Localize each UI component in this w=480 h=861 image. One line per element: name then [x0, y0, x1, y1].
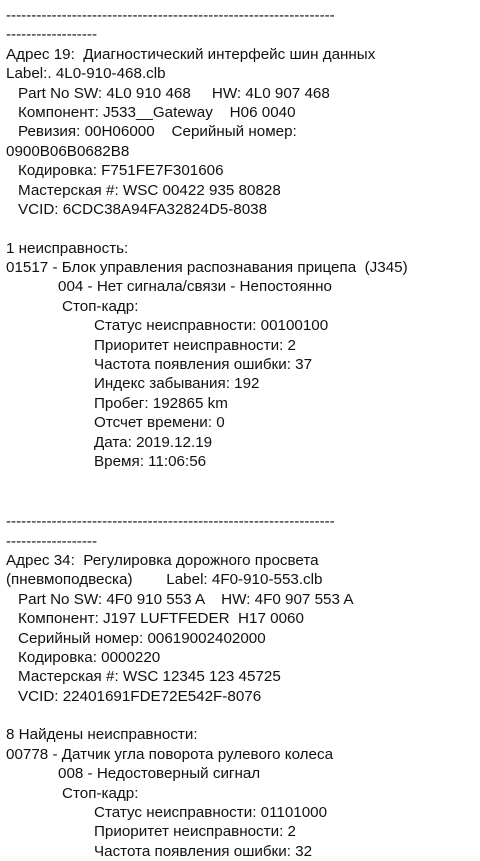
component-line: Компонент: J197 LUFTFEDER H17 0060	[18, 610, 304, 628]
address-line: Адрес 19: Диагностический интерфейс шин данных	[6, 45, 376, 63]
freeze-frame-item: Отсчет времени: 0	[94, 414, 225, 432]
spacer	[6, 706, 476, 725]
freeze-frame-item: Приоритет неисправности: 2	[94, 823, 296, 841]
label-line: Label:. 4L0-910-468.clb	[6, 65, 166, 83]
freeze-frame-item: Статус неисправности: 01101000	[94, 804, 328, 822]
workshop-line: Мастерская #: WSC 12345 123 45725	[18, 668, 281, 686]
vcid-line: VCID: 6CDC38A94FA32824D5-8038	[18, 200, 268, 218]
fault-code-line: 00778 - Датчик угла поворота рулевого колеса	[6, 745, 334, 763]
part-number-line: Part No SW: 4L0 910 468 HW: 4L0 907 468	[18, 84, 330, 102]
freeze-frame-item: Приоритет неисправности: 2	[94, 336, 296, 354]
separator-line: -----------------------------------------------------------------	[6, 513, 335, 531]
fault-detail-line: 004 - Нет сигнала/связи - Непостоянно	[58, 278, 332, 296]
address-line: Адрес 34: Регулировка дорожного просвета	[6, 551, 319, 569]
log-section-address-34	[6, 512, 476, 861]
freeze-frame-label: Стоп-кадр:	[62, 297, 139, 315]
serial-number-line: Серийный номер: 00619002402000	[18, 629, 266, 647]
coding-line: Кодировка: 0000220	[18, 648, 161, 666]
freeze-frame-item: Дата: 2019.12.19	[94, 433, 213, 451]
serial-number-line: 0900B06B0682B8	[6, 142, 130, 160]
faults-count-line: 8 Найдены неисправности:	[6, 726, 198, 744]
separator-line: ------------------	[6, 532, 98, 550]
workshop-line: Мастерская #: WSC 00422 935 80828	[18, 181, 281, 199]
freeze-frame-item: Пробег: 192865 km	[94, 394, 228, 412]
freeze-frame-item: Частота появления ошибки: 32	[94, 842, 313, 860]
component-line: Компонент: J533__Gateway H06 0040	[18, 103, 296, 121]
separator-line: -----------------------------------------------------------------	[6, 7, 335, 24]
revision-line: Ревизия: 00H06000 Серийный номер:	[18, 123, 297, 141]
label-line: (пневмоподвеска) Label: 4F0-910-553.clb	[6, 571, 323, 589]
separator-line: ------------------	[6, 26, 98, 44]
spacer	[6, 219, 476, 238]
log-section-address-19	[6, 6, 476, 471]
freeze-frame-item: Статус неисправности: 00100100	[94, 317, 329, 335]
freeze-frame-item: Частота появления ошибки: 37	[94, 356, 313, 374]
spacer	[6, 471, 476, 490]
faults-count-line: 1 неисправность:	[6, 239, 129, 257]
coding-line: Кодировка: F751FE7F301606	[18, 162, 224, 180]
vcid-line: VCID: 22401691FDE72E542F-8076	[18, 687, 262, 705]
diagnostic-log	[6, 0, 476, 861]
freeze-frame-item: Время: 11:06:56	[94, 452, 207, 470]
freeze-frame-item: Индекс забывания: 192	[94, 375, 260, 393]
fault-code-line: 01517 - Блок управления распознавания прицепа (J345)	[6, 259, 408, 277]
part-number-line: Part No SW: 4F0 910 553 A HW: 4F0 907 553 A	[18, 590, 354, 608]
spacer	[6, 491, 476, 510]
freeze-frame-label: Стоп-кадр:	[62, 784, 139, 802]
fault-detail-line: 008 - Недостоверный сигнал	[58, 765, 261, 783]
